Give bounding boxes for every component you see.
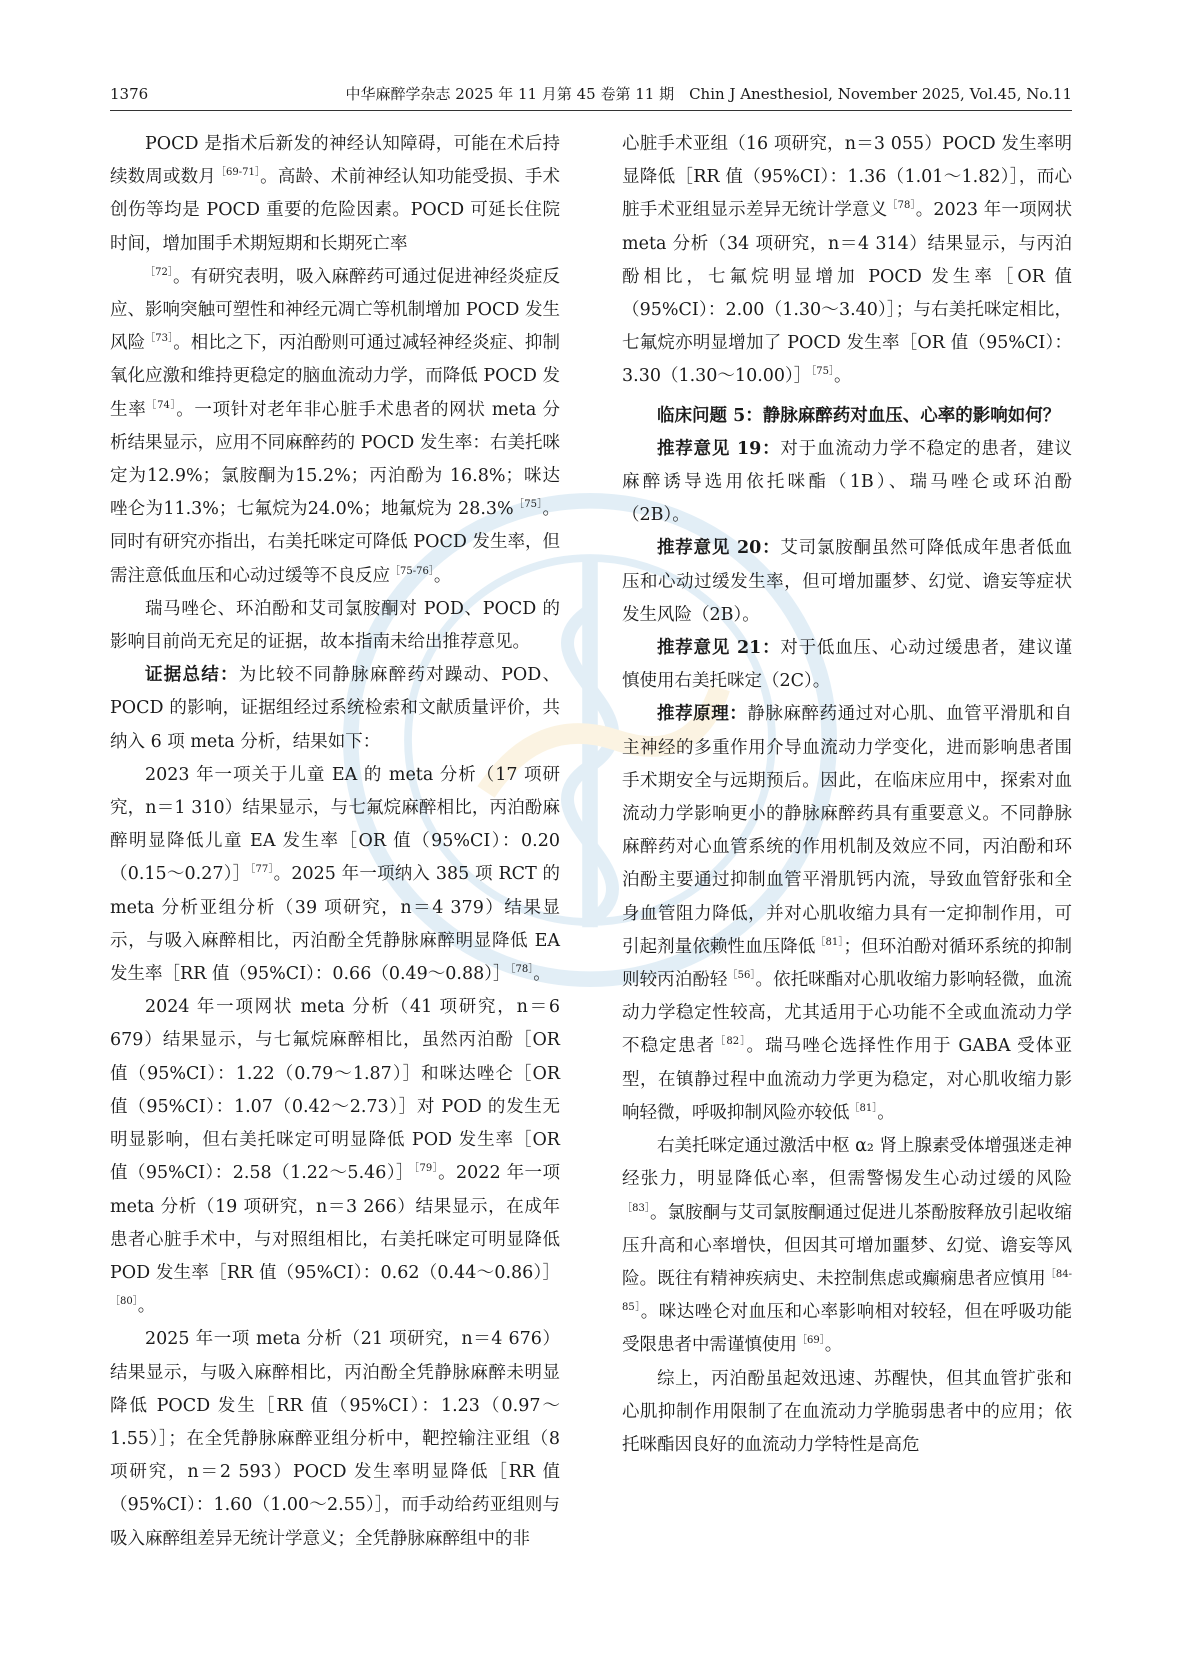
header-rule	[110, 110, 1072, 111]
bold-heading: 推荐意见 19：	[657, 438, 781, 459]
citation-ref: ［75］	[513, 499, 543, 511]
right-paragraph	[622, 433, 1072, 533]
paragraph-text: 。一项针对老年非心脏手术患者的网状 meta 分析结果显示，应用不同麻醉药的 POCD 发生率：右美托咪定为12.9%；氯胺酮为15.2%；丙泊酚为 16.8%；咪达唑仑为11.3%；七氟烷为24.0%；地氟烷为 28.3%	[110, 399, 561, 520]
left-paragraph	[110, 759, 560, 991]
left-paragraph	[110, 593, 560, 659]
paragraph-text: 。相比之下，丙泊酚则可通过减轻神经炎症、抑制氧化应激和维持更稳定的脑血流动力学，而降低 POCD 发生率	[110, 333, 561, 420]
citation-ref: ［84-85］	[622, 1268, 1072, 1314]
paragraph-text: 2024 年一项网状 meta 分析（41 项研究，n＝6 679）结果显示，与七氟烷麻醉相比，虽然丙泊酚［OR 值（95%CI）：1.22（0.79～1.87）］和咪达唑仑［OR 值（95%CI）：1.07（0.42～2.73）］对 POD 的发生无明显影响，但右美托咪定可明显降低 POD 发生率［OR 值（95%CI）：2.58（1.22～5.46）］	[110, 997, 560, 1184]
paragraph-text: 静脉麻醉药通过对心肌、血管平滑肌和自主神经的多重作用介导血流动力学变化，进而影响患者围手术期安全与远期预后。因此，在临床应用中，探索对血流动力学影响更小的静脉麻醉药具有重要意义。不同静脉麻醉药对心血管系统的作用机制及效应不同，丙泊酚和环泊酚主要通过抑制血管平滑肌钙内流，导致血管舒张和全身血管阻力降低，并对心肌收缩力具有一定抑制作用，可引起剂量依赖性血压降低	[622, 704, 1073, 957]
right-paragraph	[622, 1130, 1072, 1362]
paragraph-text: 艾司氯胺酮虽然可降低成年患者低血压和心动过缓发生率，但可增加噩梦、幻觉、谵妄等症状发生风险（2B）。	[622, 538, 1072, 625]
citation-ref: ［74］	[146, 399, 177, 411]
paragraph-text: 。	[824, 1335, 843, 1356]
paragraph-text: 瑞马唑仑、环泊酚和艾司氯胺酮对 POD、POCD 的影响目前尚无充足的证据，故本指南未给出推荐意见。	[110, 598, 560, 653]
paragraph-text: 。依托咪酯对心肌收缩力影响轻微，血流动力学稳定性较高，尤其适用于心功能不全或血流动力学不稳定患者	[622, 970, 1073, 1057]
paragraph-text: ；但环泊酚对循环系统的抑制则较丙泊酚轻	[622, 936, 1073, 991]
right-paragraph	[622, 532, 1072, 632]
paragraph-text: 。	[533, 964, 551, 985]
paragraph-text: POCD 是指术后新发的神经认知障碍，可能在术后持续数周或数月	[110, 134, 560, 188]
paragraph-text: 。有研究表明，吸入麻醉药可通过促进神经炎症反应、影响突触可塑性和神经元凋亡等机制增加 POCD 发生风险	[110, 266, 560, 354]
citation-ref: ［77］	[250, 864, 274, 876]
citation-ref: ［75-76］	[390, 565, 434, 577]
citation-ref: ［75］	[811, 366, 835, 378]
left-paragraph	[110, 991, 560, 1323]
left-paragraph	[110, 1323, 560, 1555]
paragraph-text: 。同时有研究亦指出，右美托咪定可降低 POCD 发生率，但需注意低血压和心动过缓等不良反应	[110, 499, 560, 586]
citation-ref: ［72］	[145, 266, 174, 278]
citation-ref: ［69-71］	[215, 167, 261, 179]
citation-ref: ［83］	[622, 1202, 650, 1214]
paragraph-text: 为比较不同静脉麻醉药对躁动、POD、POCD 的影响，证据组经过系统检索和文献质量评价，共纳入 6 项 meta 分析，结果如下：	[110, 665, 561, 752]
paragraph-text: 。	[834, 366, 852, 387]
right-paragraph	[622, 128, 1072, 394]
citation-ref: ［78］	[510, 964, 534, 976]
citation-ref: ［69］	[797, 1335, 825, 1347]
left-column	[110, 128, 560, 1556]
paragraph-text: 综上，丙泊酚虽起效迅速、苏醒快，但其血管扩张和心肌抑制作用限制了在血流动力学脆弱患者中的应用；依托咪酯因良好的血流动力学特性是高危	[622, 1368, 1072, 1455]
bold-heading: 推荐意见 21：	[657, 638, 781, 659]
citation-ref: ［80］	[110, 1296, 138, 1308]
paragraph-text: 。氯胺酮与艾司氯胺酮通过促进儿茶酚胺释放引起收缩压升高和心率增快，但因其可增加噩梦、幻觉、谵妄等风险。既往有精神疾病史、未控制焦虑或癫痫患者应慎用	[622, 1202, 1073, 1289]
right-paragraph	[622, 632, 1072, 698]
citation-ref: ［73］	[145, 333, 174, 345]
citation-ref: ［78］	[887, 200, 916, 212]
right-column	[622, 128, 1072, 1462]
bold-heading: 推荐意见 20：	[657, 538, 781, 559]
citation-ref: ［56］	[727, 970, 756, 982]
paragraph-text: 心脏手术亚组（16 项研究，n＝3 055）POCD 发生率明显降低［RR 值（95%CI）：1.36（1.01～1.82）］，而心脏手术亚组显示差异无统计学意义	[622, 134, 1072, 221]
right-paragraph	[622, 698, 1072, 1130]
left-paragraph	[110, 659, 560, 759]
left-paragraph	[110, 128, 560, 261]
journal-citation: 中华麻醉学杂志 2025 年 11 月第 45 卷第 11 期 Chin J Anesthesiol, November 2025, Vol.45, No.11	[345, 85, 1072, 103]
left-paragraph	[110, 261, 560, 593]
page-number: 1376	[110, 85, 149, 103]
citation-ref: ［81］	[815, 936, 844, 948]
paragraph-text: 2023 年一项关于儿童 EA 的 meta 分析（17 项研究，n＝1 310）结果显示，与七氟烷麻醉相比，丙泊酚麻醉明显降低儿童 EA 发生率［OR 值（95%CI）：0.20（0.15～0.27）］	[110, 764, 560, 885]
citation-ref: ［82］	[715, 1036, 747, 1048]
paragraph-text: 。2022 年一项 meta 分析（19 项研究，n＝3 266）结果显示，在成年患者心脏手术中，与对照组相比，右美托咪定可明显降低 POD 发生率［RR 值（95%CI）：0.62（0.44～0.86）］	[110, 1163, 560, 1283]
right-paragraph	[622, 400, 1072, 433]
citation-ref: ［81］	[849, 1102, 878, 1114]
paragraph-text: 2025 年一项 meta 分析（21 项研究，n＝4 676）结果显示，与吸入麻醉相比，丙泊酚全凭静脉麻醉未明显降低 POCD 发生［RR 值（95%CI）：1.23（0.97～1.55）］；在全凭静脉麻醉亚组分析中，靶控输注亚组（8 项研究，n＝2 593）POCD 发生率明显降低［RR 值（95%CI）：1.60（1.00～2.55）］，而手动给药亚组则与吸入麻醉组差异无统计学意义；全凭静脉麻醉组中的非	[110, 1329, 560, 1549]
bold-heading: 证据总结：	[145, 665, 239, 686]
right-paragraph	[622, 1363, 1072, 1463]
paragraph-text: 。	[433, 565, 452, 586]
paragraph-text: 。高龄、术前神经认知功能受损、手术创伤等均是 POCD 重要的危险因素。POCD 可延长住院时间，增加围手术期短期和长期死亡率	[110, 167, 561, 254]
paragraph-text: 。	[877, 1102, 895, 1123]
running-header	[110, 84, 1072, 110]
paragraph-text: 对于低血压、心动过缓患者，建议谨慎使用右美托咪定（2C）。	[622, 638, 1072, 692]
paragraph-text: 对于血流动力学不稳定的患者，建议麻醉诱导选用依托咪酯（1B）、瑞马唑仑或环泊酚（2B）。	[622, 438, 1072, 526]
paragraph-text: 。	[137, 1296, 156, 1317]
paragraph-text: 右美托咪定通过激活中枢 α₂ 肾上腺素受体增强迷走神经张力，明显降低心率，但需警惕发生心动过缓的风险	[622, 1136, 1072, 1190]
bold-heading: 推荐原理：	[657, 704, 748, 725]
paragraph-text: 。2023 年一项网状 meta 分析（34 项研究，n＝4 314）结果显示，与丙泊酚相比，七氟烷明显增加 POCD 发生率［OR 值（95%CI）：2.00（1.30～3.40）］；与右美托咪定相比，七氟烷亦明显增加了 POCD 发生率［OR 值（95%CI）：3.30（1.30～10.00）］	[622, 200, 1072, 387]
paragraph-text: 。瑞马唑仑选择性作用于 GABA 受体亚型，在镇静过程中血流动力学更为稳定，对心肌收缩力影响轻微，呼吸抑制风险亦较低	[622, 1036, 1072, 1123]
paragraph-text: 。咪达唑仑对血压和心率影响相对较轻，但在呼吸功能受限患者中需谨慎使用	[622, 1302, 1073, 1356]
bold-heading: 临床问题 5：静脉麻醉药对血压、心率的影响如何？	[657, 405, 1061, 426]
citation-ref: ［79］	[414, 1163, 439, 1175]
paragraph-text: 。2025 年一项纳入 385 项 RCT 的 meta 分析亚组分析（39 项研究，n＝4 379）结果显示，与吸入麻醉相比，丙泊酚全凭静脉麻醉明显降低 EA 发生率［RR 值（95%CI）：0.66（0.49～0.88）］	[110, 864, 560, 985]
